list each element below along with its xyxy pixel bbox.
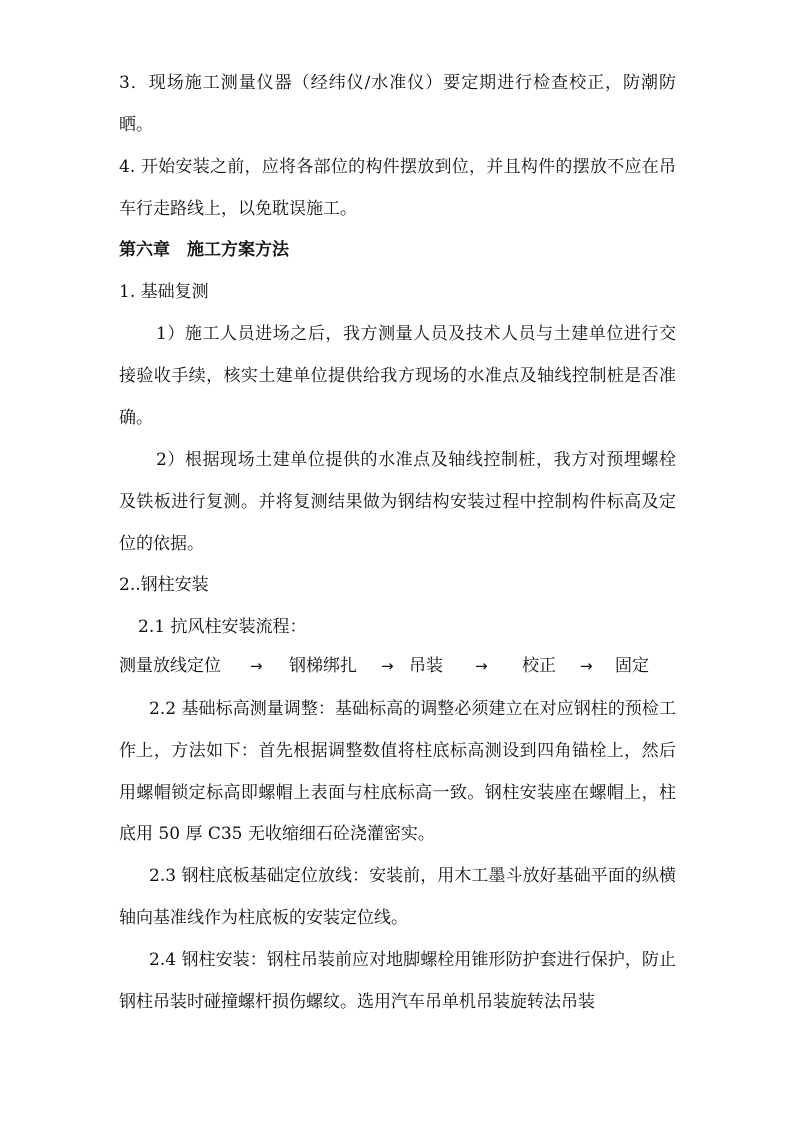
section-title-foundation-survey: 1. 基础复测	[119, 282, 209, 302]
flow-arrow-icon: →	[381, 657, 394, 675]
flow-step-binding: 钢梯绑扎	[289, 656, 357, 676]
flow-step-hoisting: 吊装	[409, 656, 443, 676]
flow-step-fixing: 固定	[615, 656, 649, 676]
chapter-title: 第六章 施工方案方法	[119, 240, 289, 260]
paragraph-component-placement: 4. 开始安装之前，应将各部位的构件摆放到位，并且构件的摆放不应在吊车行走路线上，以免耽误施工。	[119, 157, 676, 219]
flow-step-correction: 校正	[522, 656, 556, 676]
flow-arrow-icon: →	[475, 657, 488, 675]
section-title-wind-column-flow: 2.1 抗风柱安装流程：	[138, 617, 307, 637]
paragraph-elevation-adjust: 2.2 基础标高测量调整：基础标高的调整必须建立在对应钢柱的预检工作上，方法如下：首先根据调整数值将柱底标高测设到四角锚栓上，然后用螺帽锁定标高即螺帽上表面与柱底标高一致。钢柱安装座在螺帽上，柱底用 50 厚 C35 无收缩细石砼浇灌密实。	[119, 699, 676, 845]
paragraph-instrument-check: 3．现场施工测量仪器（经纬仪/水准仪）要定期进行检查校正，防潮防晒。	[119, 73, 676, 135]
paragraph-resurvey: 2）根据现场土建单位提供的水准点及轴线控制桩，我方对预埋螺栓及铁板进行复测。并将复测结果做为钢结构安装过程中控制构件标高及定位的依据。	[119, 450, 676, 554]
process-flow	[119, 645, 689, 687]
paragraph-column-erection: 2.4 钢柱安装：钢柱吊装前应对地脚螺栓用锥形防护套进行保护，防止钢柱吊装时碰撞螺杆损伤螺纹。选用汽车吊单机吊装旋转法吊装	[119, 950, 676, 1012]
flow-step-survey: 测量放线定位	[119, 656, 221, 676]
section-title-column-install: 2..钢柱安装	[119, 575, 209, 595]
paragraph-baseplate-layout: 2.3 钢柱底板基础定位放线：安装前，用木工墨斗放好基础平面的纵横轴向基准线作为柱底板的安装定位线。	[119, 866, 676, 928]
flow-arrow-icon: →	[250, 657, 263, 675]
flow-arrow-icon: →	[580, 657, 593, 675]
paragraph-handover: 1）施工人员进场之后，我方测量人员及技术人员与土建单位进行交接验收手续，核实土建单位提供给我方现场的水准点及轴线控制桩是否准确。	[119, 324, 676, 428]
